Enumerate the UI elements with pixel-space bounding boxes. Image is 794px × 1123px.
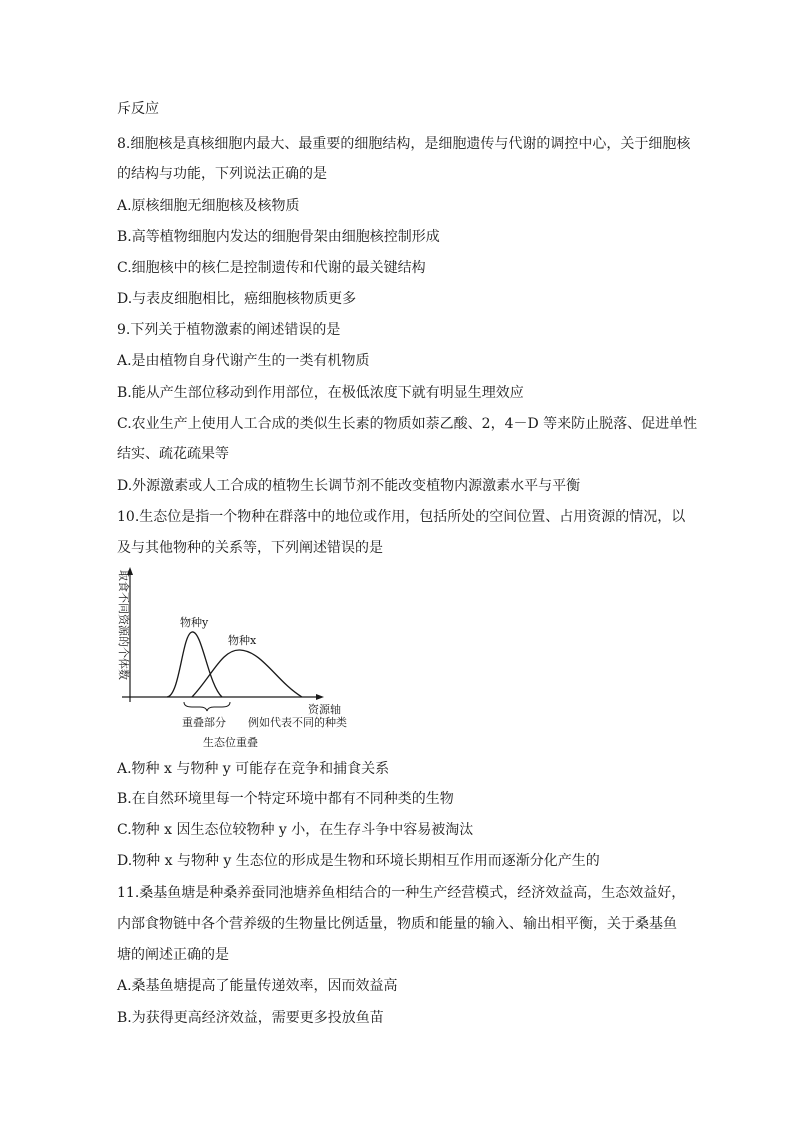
niche-overlap-diagram [112, 564, 348, 750]
species-y-label: 物种y [180, 616, 209, 629]
question-11-option-b: B.为获得更高经济效益，需要更多投放鱼苗 [117, 1010, 384, 1026]
question-9-stem: 9.下列关于植物激素的阐述错误的是 [117, 322, 341, 338]
question-10-stem: 10.生态位是指一个物种在群落中的地位或作用，包括所处的空间位置、占用资源的情况，以 [117, 509, 686, 525]
question-9-option-c-cont: 结实、疏花疏果等 [117, 446, 229, 462]
question-11-stem-cont-2: 塘的阐述正确的是 [117, 947, 229, 963]
question-9-option-d: D.外源激素或人工合成的植物生长调节剂不能改变植物内源激素水平与平衡 [117, 478, 581, 494]
y-axis-label: 取食不同资源的个体数 [117, 570, 130, 680]
question-9-option-c: C.农业生产上使用人工合成的类似生长素的物质如萘乙酸、2，4－D 等来防止脱落、促进单性 [117, 416, 698, 432]
question-8-stem-cont: 的结构与功能，下列说法正确的是 [117, 166, 327, 182]
question-10-option-b: B.在自然环境里每一个特定环境中都有不同种类的生物 [117, 791, 454, 807]
niche-overlap-figure [112, 564, 348, 750]
species-x-label: 物种x [228, 634, 257, 647]
species-y-curve [167, 632, 222, 697]
question-8-option-c: C.细胞核中的核仁是控制遗传和代谢的最关键结构 [117, 260, 426, 276]
text-line: 斥反应 [117, 101, 159, 117]
question-8-option-d: D.与表皮细胞相比，癌细胞核物质更多 [117, 291, 357, 307]
x-axis-arrow [316, 694, 324, 700]
example-label: 例如代表不同的种类 [248, 716, 347, 729]
figure-caption: 生态位重叠 [203, 736, 258, 749]
species-x-curve [192, 650, 302, 697]
question-10-stem-cont: 及与其他物种的关系等，下列阐述错误的是 [117, 540, 383, 556]
question-10-option-d: D.物种 x 与物种 y 生态位的形成是生物和环境长期相互作用而逐渐分化产生的 [117, 853, 600, 869]
question-8-option-a: A.原核细胞无细胞核及核物质 [117, 198, 300, 214]
question-9-option-a: A.是由植物自身代谢产生的一类有机物质 [117, 353, 370, 369]
question-11-stem-cont-1: 内部食物链中各个营养级的生物量比例适量，物质和能量的输入、输出相平衡，关于桑基鱼 [117, 916, 677, 932]
question-10-option-a: A.物种 x 与物种 y 可能存在竞争和捕食关系 [117, 761, 390, 777]
question-9-option-b: B.能从产生部位移动到作用部位，在极低浓度下就有明显生理效应 [117, 385, 524, 401]
question-10-option-c: C.物种 x 因生态位较物种 y 小，在生存斗争中容易被淘汰 [117, 822, 474, 838]
overlap-label: 重叠部分 [182, 716, 226, 729]
question-8-stem: 8.细胞核是真核细胞内最大、最重要的细胞结构，是细胞遗传与代谢的调控中心，关于细胞核 [117, 136, 691, 152]
overlap-brace [184, 702, 230, 711]
question-11-option-a: A.桑基鱼塘提高了能量传递效率，因而效益高 [117, 978, 398, 994]
question-8-option-b: B.高等植物细胞内发达的细胞骨架由细胞核控制形成 [117, 229, 440, 245]
x-axis-label: 资源轴 [308, 703, 341, 716]
question-11-stem: 11.桑基鱼塘是种桑养蚕同池塘养鱼相结合的一种生产经营模式，经济效益高，生态效益好， [117, 885, 686, 901]
